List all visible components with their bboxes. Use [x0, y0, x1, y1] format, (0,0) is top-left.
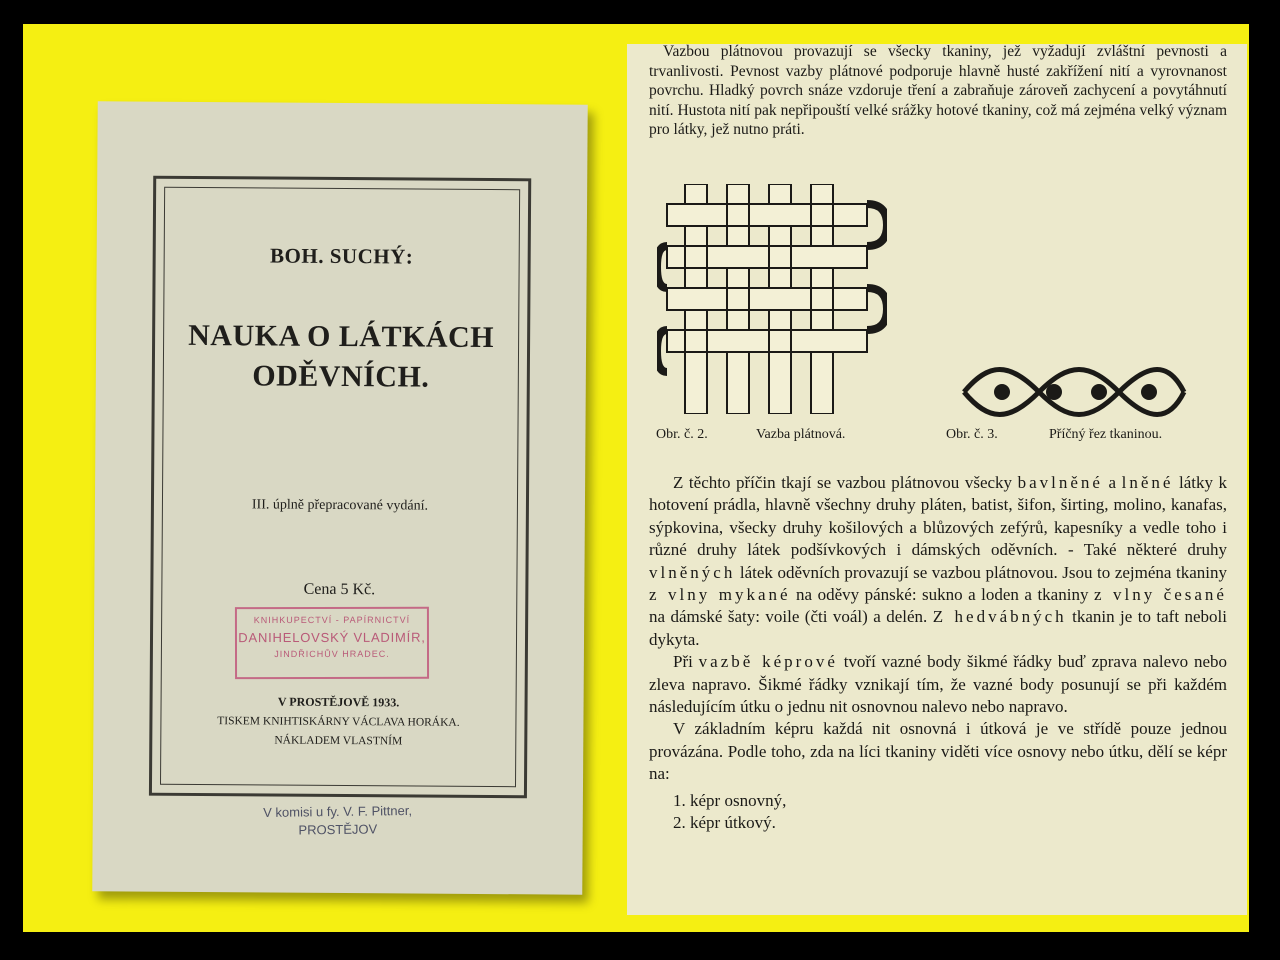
- twill-types-list: [673, 790, 1227, 835]
- cover-border: [149, 176, 531, 799]
- list-item: 2. képr útkový.: [673, 813, 776, 833]
- list-item: 1. képr osnovný,: [673, 790, 787, 810]
- commission-stamp: V komisi u fy. V. F. Pittner, PROSTĚJOV: [263, 802, 413, 838]
- fig3-label: Obr. č. 3.: [946, 427, 998, 442]
- paragraph-basic-twill: V základním képru každá nit osnovná i útková je ve střídě pouze jednou provázána. Podle toho, zda na líci tkaniny viděti více osnovy nebo útku, dělí se képr na:: [649, 719, 1227, 784]
- intro-paragraph: Vazbou plátnovou provazují se všecky tkaniny, jež vyžadují zvláštní pevnosti a trvanlivosti. Pevnost vazby plátnové podporuje hlavně husté zakřížení nití a vyrovnanost povrchu. Hladký povrch snáze vzdoruje tření a zabraňuje zároveň zachycení a povytáhnutí nití. Hustota nití pak nepřipouští velké srážky hotové tkaniny, což má zejména velký význam pro látky, jež nutno práti.: [649, 44, 1227, 138]
- plain-weave-figure: [657, 184, 887, 414]
- book-cover: [92, 101, 588, 894]
- cover-edition: III. úplně přepracované vydání.: [251, 497, 429, 514]
- self-published-line: NÁKLADEM VLASTNÍM: [274, 734, 403, 748]
- publisher-line: V PROSTĚJOVĚ 1933.: [277, 694, 400, 710]
- paragraph-twill-weave: Při vazbě képrové tvoří vazné body šikmé řádky buď zprava nalevo nebo zleva napravo. Šikmé řádky vznikají tím, že vazné body posunují se při každém následujícím útku o jednu nit osnovnou nalevo nebo napravo.: [649, 652, 1227, 717]
- shop-stamp: KNIHKUPECTVÍ - PAPÍRNICTVÍ DANIHELOVSKÝ VLADIMÍR, JINDŘICHŮV HRADEC.: [235, 607, 429, 679]
- printer-line: TISKEM KNIHTISKÁRNY VÁCLAVA HORÁKA.: [217, 715, 460, 729]
- body-text: [649, 472, 1227, 835]
- cover-price: Cena 5 Kč.: [303, 580, 376, 599]
- book-page: [627, 44, 1247, 915]
- fig3-caption: Příčný řez tkaninou.: [1049, 427, 1163, 442]
- cross-section-figure: [959, 362, 1189, 422]
- fig2-caption: Vazba plátnová.: [756, 427, 846, 442]
- cover-author: BOH. SUCHÝ:: [270, 243, 414, 269]
- paragraph-plain-weave: Z těchto příčin tkají se vazbou plátnovou všecky bavlněné a lněné látky k hotovení prádla, hlavně všechny druhy pláten, batist, šifon, širting, molino, kanafas, sýpkovina, všecky druhy košilových a blůzových zefýrů, kapesníky a vedle toho i různé druhy látek podšívkových i dámských oděvních. - Také některé druhy vlněných látek oděvních provazují se vazbou plátnovou. Jsou to zejména tkaniny z vlny mykané na oděvy pánské: sukno a loden a tkaniny z vlny česané na dámské šaty: voile (čti voál) a delén. Z hedvábných tkanin je to taft neboli dykyta.: [649, 473, 1227, 649]
- fig2-label: Obr. č. 2.: [656, 427, 708, 442]
- cover-title: NAUKA O LÁTKÁCH ODĚVNÍCH.: [188, 318, 495, 394]
